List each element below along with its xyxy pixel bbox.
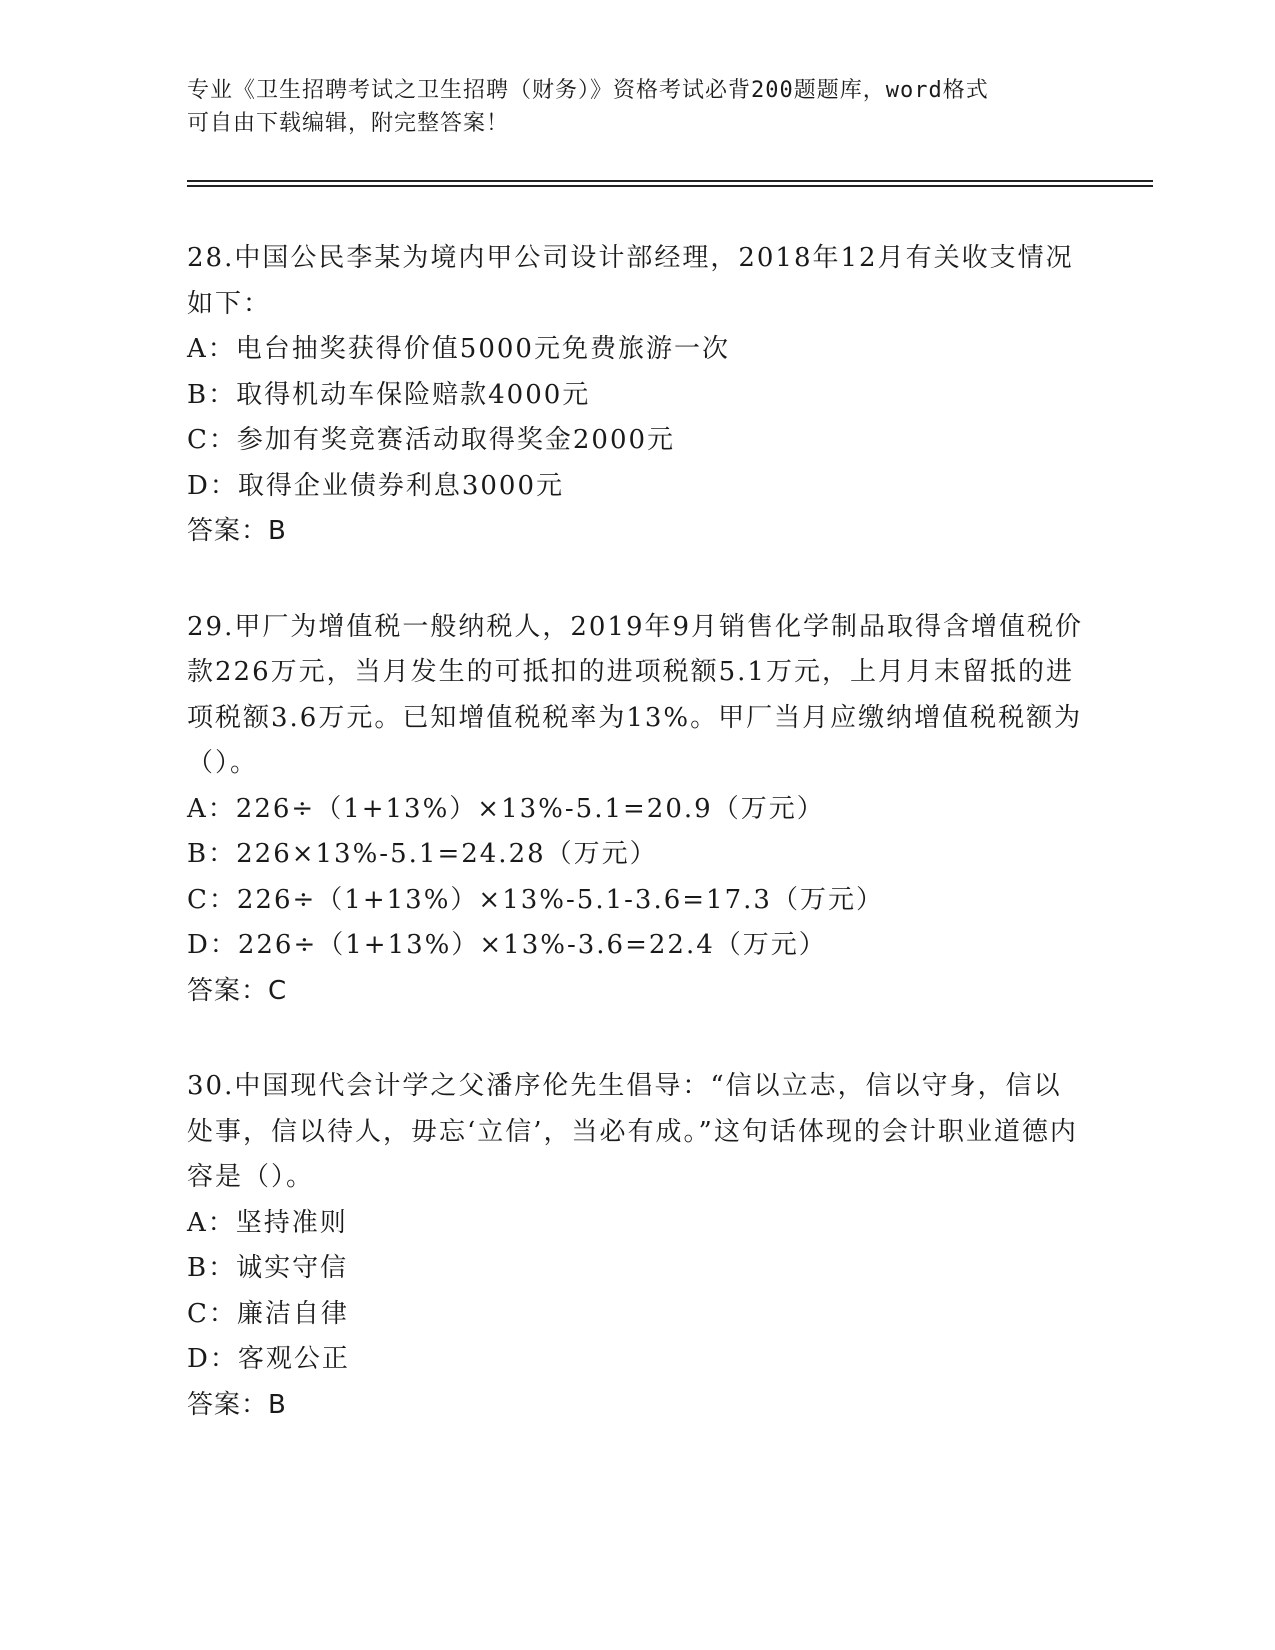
option-c: C：参加有奖竞赛活动取得奖金2000元	[187, 425, 676, 455]
answer-line: 答案：B	[187, 1389, 287, 1420]
question-text: 28.中国公民李某为境内甲公司设计部经理，2018年12月有关收支情况如下：	[187, 243, 1074, 319]
question-30	[187, 1064, 1087, 1428]
option-d: D：取得企业债券利息3000元	[187, 470, 565, 501]
option-a: A：226÷（1+13%）×13%-5.1=20.9（万元）	[187, 793, 825, 824]
option-d: D：客观公正	[187, 1344, 350, 1374]
header-divider-bottom	[187, 185, 1153, 187]
option-c: C：226÷（1+13%）×13%-5.1-3.6=17.3（万元）	[187, 884, 884, 915]
header-divider-top	[187, 180, 1153, 182]
header-line-1: 专业《卫生招聘考试之卫生招聘（财务）》资格考试必背200题题库，word格式	[187, 78, 989, 103]
question-text: 30.中国现代会计学之父潘序伦先生倡导：“信以立志，信以守身，信以处事，信以待人，毋忘‘立信’，当必有成。”这句话体现的会计职业道德内容是（）。	[187, 1071, 1078, 1192]
option-a: A：电台抽奖获得价值5000元免费旅游一次	[187, 334, 730, 364]
document-header	[187, 74, 1067, 140]
option-d: D：226÷（1+13%）×13%-3.6=22.4（万元）	[187, 930, 827, 960]
question-29	[187, 605, 1087, 1015]
option-c: C：廉洁自律	[187, 1298, 349, 1329]
question-28	[187, 236, 1087, 555]
option-b: B：取得机动车保险赔款4000元	[187, 379, 591, 410]
header-line-2: 可自由下载编辑，附完整答案！	[187, 111, 510, 136]
question-text: 29.甲厂为增值税一般纳税人，2019年9月销售化学制品取得含增值税价款226万元，当月发生的可抵扣的进项税额5.1万元，上月月末留抵的进项税额3.6万元。已知增值税税率为13%。甲厂当月应缴纳增值税税额为（）。	[187, 611, 1084, 778]
answer-line: 答案：C	[187, 975, 288, 1006]
question-list	[187, 236, 1087, 1478]
option-b: B：诚实守信	[187, 1253, 349, 1283]
answer-line: 答案：B	[187, 516, 287, 546]
option-a: A：坚持准则	[187, 1207, 348, 1238]
option-b: B：226×13%-5.1=24.28（万元）	[187, 839, 658, 869]
